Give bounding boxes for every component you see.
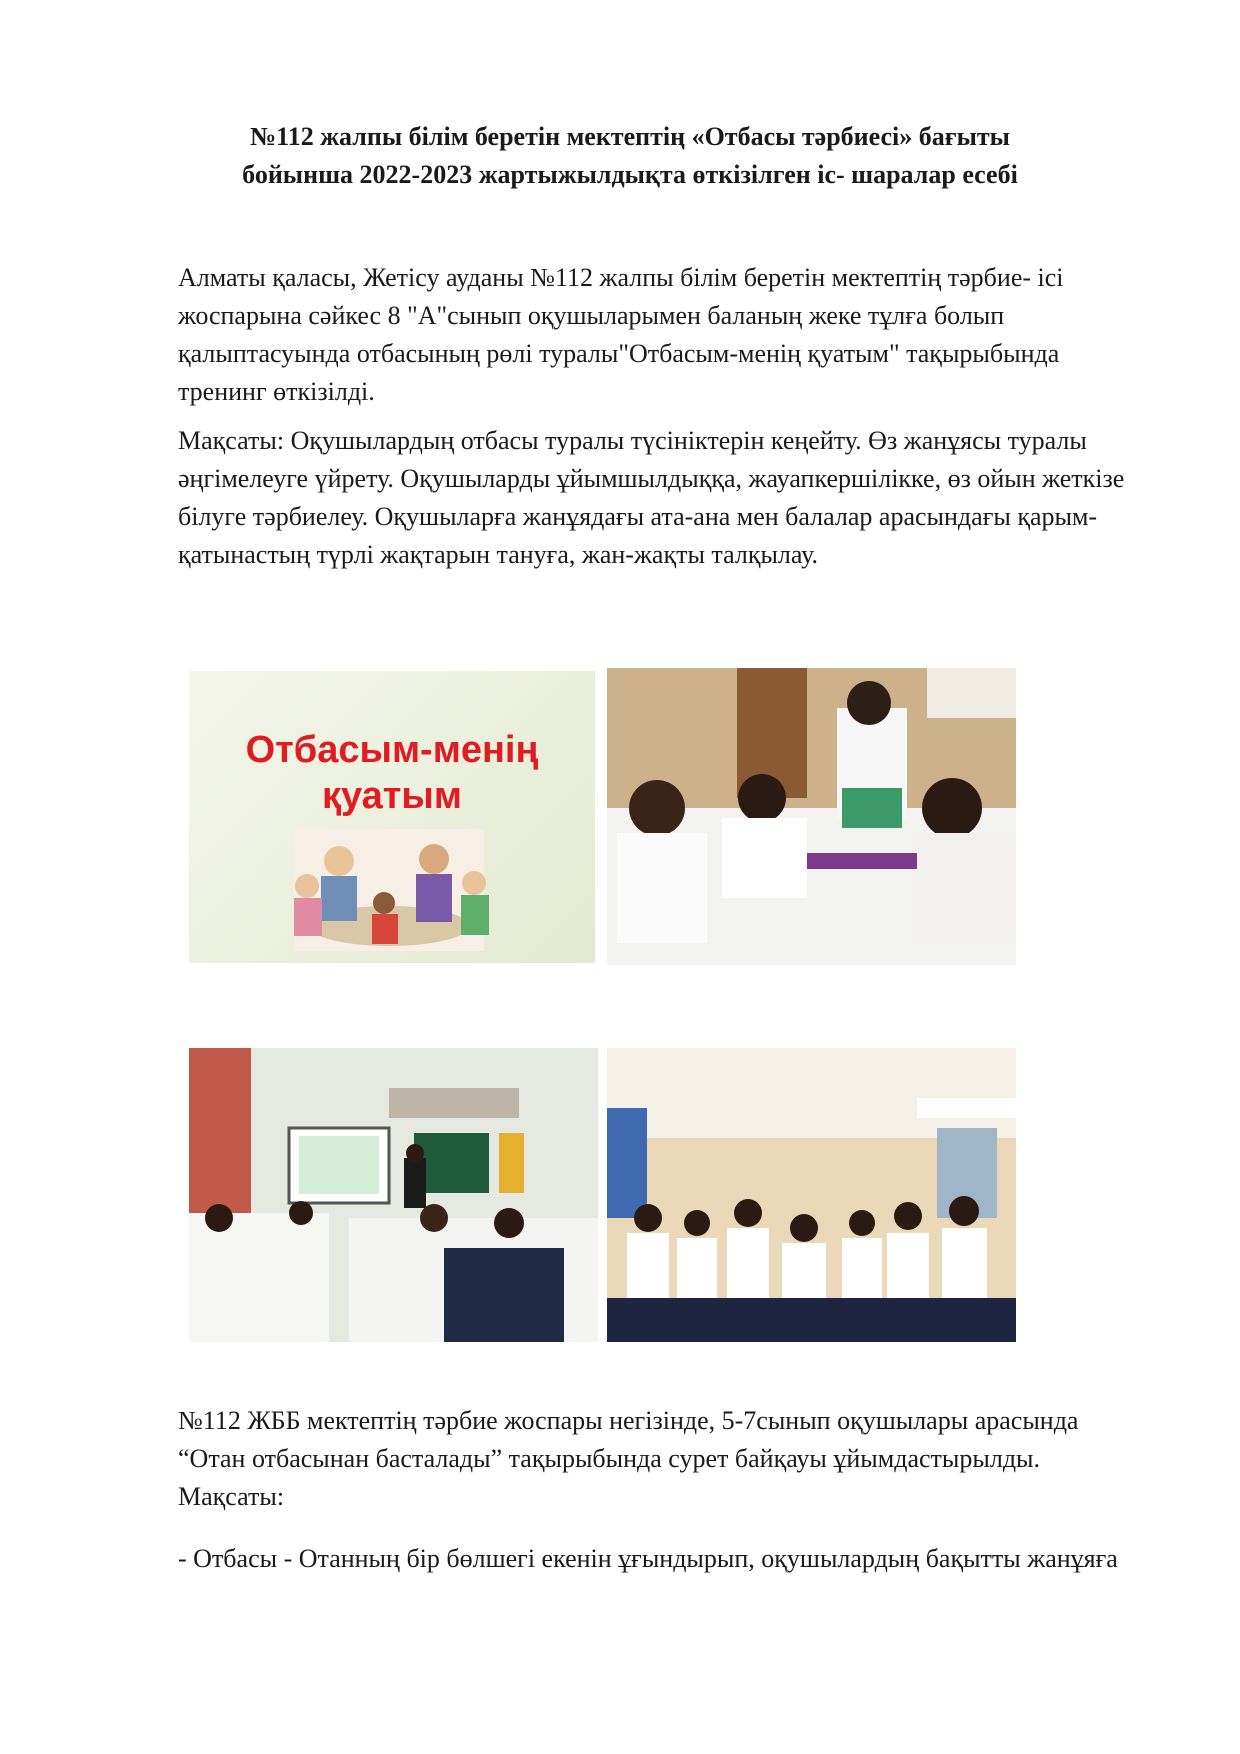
family-illustration: [189, 671, 595, 963]
intro-paragraph: Алматы қаласы, Жетісу ауданы №112 жалпы білім беретін мектептің тәрбие- ісі жоспарына сәйкес 8 "А"сынып оқушыларымен баланың жеке тұлға болып қалыптасуында отбасының рөлі туралы"Отбасым-менің қуатым" тақырыбында тренинг өткізілді.: [178, 263, 1064, 406]
title-line-2: бойынша 2022-2023 жартыжылдықта өткізілген іс- шаралар есебі: [242, 160, 1018, 189]
photo-training-table: [607, 668, 1016, 965]
slide-title-line-2: қуатым: [322, 775, 462, 817]
photo-classroom-scene: [189, 1048, 598, 1342]
goal-paragraph: Мақсаты: Оқушылардың отбасы туралы түсініктерін кеңейту. Өз жанұясы туралы әңгімелеуге үйрету. Оқушыларды ұйымшылдыққа, жауапкершілікке, өз ойын жеткізе білуге тәрбиелеу. Оқушыларға жанұядағы ата-ана мен балалар арасындағы қарым-қатынастың түрлі жақтарын тануға, жан-жақты талқылау.: [178, 426, 1125, 569]
slide-image: [189, 671, 595, 963]
photo-students-circle: [607, 1048, 1016, 1342]
contest-paragraph: №112 ЖББ мектептің тәрбие жоспары негізінде, 5-7сынып оқушылары арасында “Отан отбасынан басталады” тақырыбында сурет байқауы ұйымдастырылды. Мақсаты:: [178, 1406, 1079, 1511]
slide-title-line-1: Отбасым-менің: [245, 729, 539, 771]
photo-classroom: [189, 1048, 598, 1342]
title-line-1: №112 жалпы білім беретін мектептің «Отбасы тәрбиесі» бағыты: [250, 122, 1010, 151]
document-title: [150, 118, 1110, 194]
goal-bullet: - Отбасы - Отанның бір бөлшегі екенін ұғындырып, оқушылардың бақытты жанұяға: [178, 1544, 1118, 1573]
photo-students-circle-scene: [607, 1048, 1016, 1342]
photo-training-table-scene: [607, 668, 1016, 965]
